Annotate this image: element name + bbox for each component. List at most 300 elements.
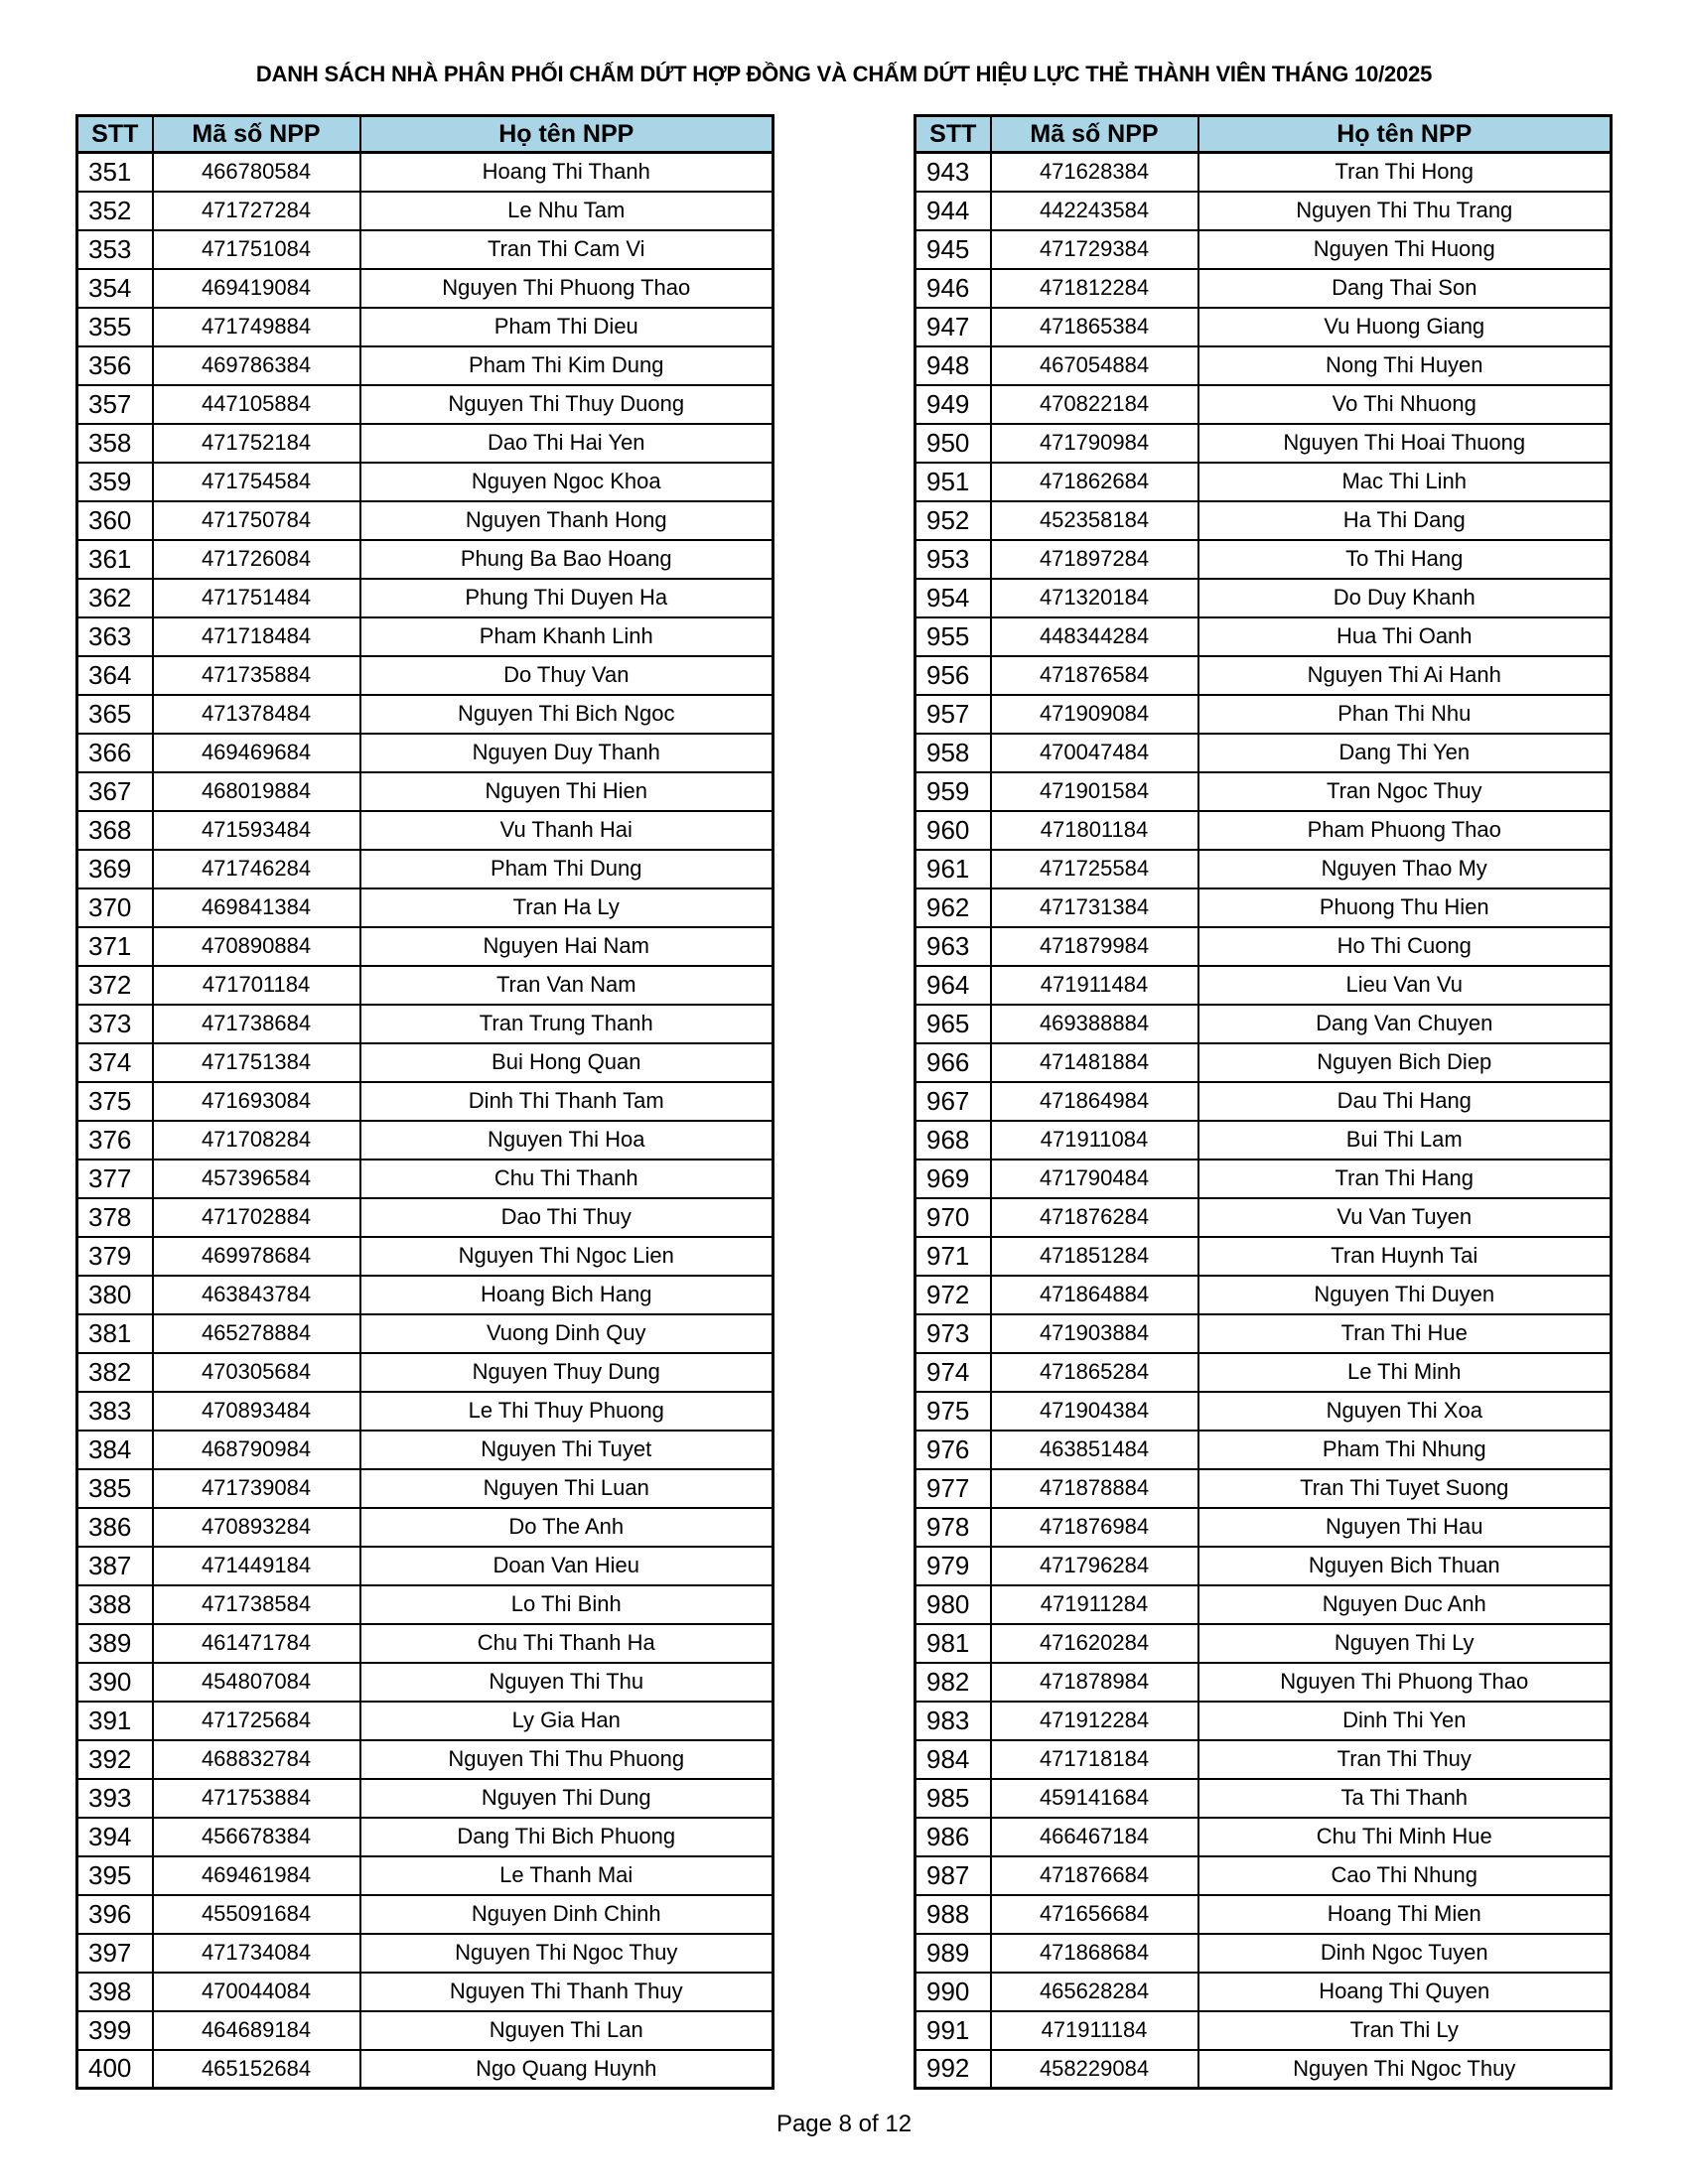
table-row [77, 1160, 774, 1198]
table-row [915, 1856, 1612, 1895]
cell-code: 471449184 [153, 1547, 360, 1585]
cell-name: Dang Van Chuyen [1198, 1005, 1612, 1043]
table-row [915, 1005, 1612, 1043]
cell-name: Hoang Thi Thanh [360, 153, 774, 192]
cell-code: 471790984 [991, 424, 1198, 463]
cell-stt: 372 [77, 966, 153, 1005]
table-row [915, 888, 1612, 927]
cell-stt: 959 [915, 772, 991, 811]
table-row [915, 269, 1612, 308]
cell-name: Nguyen Thi Hau [1198, 1508, 1612, 1547]
table-row [915, 1392, 1612, 1431]
cell-code: 471746284 [153, 850, 360, 888]
cell-name: Hoang Thi Mien [1198, 1895, 1612, 1934]
cell-name: Pham Thi Kim Dung [360, 346, 774, 385]
cell-stt: 960 [915, 811, 991, 850]
table-row [915, 1547, 1612, 1585]
cell-code: 471897284 [991, 540, 1198, 579]
cell-name: To Thi Hang [1198, 540, 1612, 579]
cell-stt: 944 [915, 192, 991, 230]
cell-name: Hua Thi Oanh [1198, 617, 1612, 656]
cell-stt: 391 [77, 1702, 153, 1740]
cell-name: Ly Gia Han [360, 1702, 774, 1740]
cell-name: Nguyen Thi Thu [360, 1663, 774, 1702]
cell-stt: 991 [915, 2011, 991, 2050]
cell-name: Vuong Dinh Quy [360, 1314, 774, 1353]
cell-name: Nguyen Thi Tuyet [360, 1431, 774, 1469]
table-row [915, 1779, 1612, 1818]
cell-code: 471751484 [153, 579, 360, 617]
table-row [915, 192, 1612, 230]
cell-stt: 949 [915, 385, 991, 424]
cell-stt: 967 [915, 1082, 991, 1121]
cell-code: 471628384 [991, 153, 1198, 192]
cell-code: 471909084 [991, 695, 1198, 734]
cell-name: Do Thuy Van [360, 656, 774, 695]
cell-name: Tran Thi Ly [1198, 2011, 1612, 2050]
cell-stt: 357 [77, 385, 153, 424]
table-row [915, 1585, 1612, 1624]
cell-stt: 384 [77, 1431, 153, 1469]
cell-stt: 355 [77, 308, 153, 346]
cell-code: 471878984 [991, 1663, 1198, 1702]
cell-code: 471735884 [153, 656, 360, 695]
table-row [915, 1895, 1612, 1934]
cell-stt: 952 [915, 501, 991, 540]
cell-stt: 964 [915, 966, 991, 1005]
cell-name: Vu Van Tuyen [1198, 1198, 1612, 1237]
cell-code: 468790984 [153, 1431, 360, 1469]
cell-stt: 379 [77, 1237, 153, 1276]
cell-name: Mac Thi Linh [1198, 463, 1612, 501]
column-header-stt: STT [915, 116, 991, 153]
cell-name: Tran Thi Hong [1198, 153, 1612, 192]
table-row [915, 617, 1612, 656]
cell-stt: 947 [915, 308, 991, 346]
cell-code: 471729384 [991, 230, 1198, 269]
table-row [77, 385, 774, 424]
cell-stt: 972 [915, 1276, 991, 1314]
cell-code: 469388884 [991, 1005, 1198, 1043]
cell-code: 471904384 [991, 1392, 1198, 1431]
table-row [77, 656, 774, 695]
cell-name: Nguyen Duc Anh [1198, 1585, 1612, 1624]
cell-stt: 975 [915, 1392, 991, 1431]
cell-code: 471752184 [153, 424, 360, 463]
cell-name: Pham Thi Nhung [1198, 1431, 1612, 1469]
cell-stt: 979 [915, 1547, 991, 1585]
cell-stt: 989 [915, 1934, 991, 1973]
cell-name: Tran Ha Ly [360, 888, 774, 927]
cell-code: 471656684 [991, 1895, 1198, 1934]
table-row [915, 346, 1612, 385]
table-row [77, 850, 774, 888]
cell-name: Dang Thai Son [1198, 269, 1612, 308]
cell-stt: 353 [77, 230, 153, 269]
cell-name: Dinh Thi Yen [1198, 1702, 1612, 1740]
cell-name: Tran Huynh Tai [1198, 1237, 1612, 1276]
cell-stt: 987 [915, 1856, 991, 1895]
cell-stt: 981 [915, 1624, 991, 1663]
cell-name: Nguyen Hai Nam [360, 927, 774, 966]
cell-code: 471378484 [153, 695, 360, 734]
cell-name: Nguyen Thanh Hong [360, 501, 774, 540]
cell-code: 463843784 [153, 1276, 360, 1314]
table-row [77, 1973, 774, 2011]
cell-code: 461471784 [153, 1624, 360, 1663]
table-row [915, 385, 1612, 424]
table-row [915, 1973, 1612, 2011]
cell-name: Vu Huong Giang [1198, 308, 1612, 346]
cell-name: Pham Phuong Thao [1198, 811, 1612, 850]
cell-code: 471718184 [991, 1740, 1198, 1779]
table-row [77, 501, 774, 540]
table-row [77, 1702, 774, 1740]
cell-name: Ta Thi Thanh [1198, 1779, 1612, 1818]
cell-stt: 390 [77, 1663, 153, 1702]
cell-code: 471876284 [991, 1198, 1198, 1237]
table-row [915, 2011, 1612, 2050]
cell-code: 469419084 [153, 269, 360, 308]
cell-name: Nguyen Thi Thanh Thuy [360, 1973, 774, 2011]
table-row [915, 1121, 1612, 1160]
cell-code: 471751384 [153, 1043, 360, 1082]
cell-code: 471725684 [153, 1702, 360, 1740]
cell-code: 471749884 [153, 308, 360, 346]
table-row [915, 1043, 1612, 1082]
cell-stt: 363 [77, 617, 153, 656]
cell-code: 471864984 [991, 1082, 1198, 1121]
cell-stt: 356 [77, 346, 153, 385]
table-row [77, 1431, 774, 1469]
cell-stt: 370 [77, 888, 153, 927]
table-row [77, 1043, 774, 1082]
cell-code: 471727284 [153, 192, 360, 230]
table-row [915, 656, 1612, 695]
cell-name: Le Thanh Mai [360, 1856, 774, 1895]
cell-stt: 400 [77, 2050, 153, 2089]
cell-name: Dang Thi Yen [1198, 734, 1612, 772]
cell-stt: 366 [77, 734, 153, 772]
cell-name: Nguyen Thi Bich Ngoc [360, 695, 774, 734]
table-row [915, 1663, 1612, 1702]
cell-name: Pham Thi Dung [360, 850, 774, 888]
cell-stt: 393 [77, 1779, 153, 1818]
cell-stt: 387 [77, 1547, 153, 1585]
cell-name: Le Thi Thuy Phuong [360, 1392, 774, 1431]
cell-code: 458229084 [991, 2050, 1198, 2089]
cell-name: Nguyen Thi Luan [360, 1469, 774, 1508]
cell-code: 471911084 [991, 1121, 1198, 1160]
cell-code: 470305684 [153, 1353, 360, 1392]
cell-code: 469461984 [153, 1856, 360, 1895]
cell-code: 471879984 [991, 927, 1198, 966]
cell-stt: 369 [77, 850, 153, 888]
cell-code: 471751084 [153, 230, 360, 269]
cell-code: 468019884 [153, 772, 360, 811]
cell-code: 466467184 [991, 1818, 1198, 1856]
table-row [77, 1392, 774, 1431]
table-row [77, 1624, 774, 1663]
table-row [915, 850, 1612, 888]
table-row [77, 579, 774, 617]
cell-name: Nguyen Thuy Dung [360, 1353, 774, 1392]
cell-code: 471878884 [991, 1469, 1198, 1508]
cell-stt: 381 [77, 1314, 153, 1353]
cell-stt: 380 [77, 1276, 153, 1314]
cell-name: Nguyen Thi Phuong Thao [360, 269, 774, 308]
cell-name: Nguyen Ngoc Khoa [360, 463, 774, 501]
table-row [77, 1779, 774, 1818]
table-row [77, 1585, 774, 1624]
cell-stt: 950 [915, 424, 991, 463]
table-row [915, 501, 1612, 540]
cell-stt: 990 [915, 1973, 991, 2011]
cell-code: 471911284 [991, 1585, 1198, 1624]
cell-name: Nguyen Thi Hien [360, 772, 774, 811]
cell-code: 466780584 [153, 153, 360, 192]
table-row [915, 1702, 1612, 1740]
table-row [77, 1895, 774, 1934]
cell-stt: 956 [915, 656, 991, 695]
table-row [915, 308, 1612, 346]
table-row [77, 1237, 774, 1276]
cell-name: Ngo Quang Huynh [360, 2050, 774, 2089]
cell-stt: 383 [77, 1392, 153, 1431]
table-row [915, 966, 1612, 1005]
cell-code: 471701184 [153, 966, 360, 1005]
cell-stt: 948 [915, 346, 991, 385]
table-row [77, 1818, 774, 1856]
cell-stt: 969 [915, 1160, 991, 1198]
cell-stt: 385 [77, 1469, 153, 1508]
cell-name: Phan Thi Nhu [1198, 695, 1612, 734]
cell-code: 465278884 [153, 1314, 360, 1353]
cell-code: 471734084 [153, 1934, 360, 1973]
cell-name: Nguyen Thi Thu Phuong [360, 1740, 774, 1779]
table-row [77, 2050, 774, 2089]
cell-name: Le Thi Minh [1198, 1353, 1612, 1392]
table-row [77, 888, 774, 927]
cell-name: Nguyen Thi Ngoc Thuy [1198, 2050, 1612, 2089]
cell-stt: 971 [915, 1237, 991, 1276]
cell-code: 455091684 [153, 1895, 360, 1934]
cell-name: Nguyen Thi Lan [360, 2011, 774, 2050]
cell-name: Nguyen Thi Ly [1198, 1624, 1612, 1663]
cell-name: Nguyen Bich Diep [1198, 1043, 1612, 1082]
cell-name: Le Nhu Tam [360, 192, 774, 230]
cell-stt: 378 [77, 1198, 153, 1237]
table-row [915, 1431, 1612, 1469]
cell-stt: 388 [77, 1585, 153, 1624]
cell-code: 468832784 [153, 1740, 360, 1779]
cell-code: 471911484 [991, 966, 1198, 1005]
cell-name: Chu Thi Thanh [360, 1160, 774, 1198]
table-row [915, 424, 1612, 463]
cell-code: 469978684 [153, 1237, 360, 1276]
document-title: DANH SÁCH NHÀ PHÂN PHỐI CHẤM DỨT HỢP ĐỒNG VÀ CHẤM DỨT HIỆU LỰC THẺ THÀNH VIÊN THÁNG 10/2025 [255, 62, 1433, 86]
table-row [77, 1121, 774, 1160]
cell-name: Bui Hong Quan [360, 1043, 774, 1082]
cell-name: Vo Thi Nhuong [1198, 385, 1612, 424]
cell-stt: 362 [77, 579, 153, 617]
cell-stt: 983 [915, 1702, 991, 1740]
table-row [77, 1663, 774, 1702]
cell-stt: 377 [77, 1160, 153, 1198]
cell-name: Doan Van Hieu [360, 1547, 774, 1585]
cell-stt: 365 [77, 695, 153, 734]
cell-name: Tran Ngoc Thuy [1198, 772, 1612, 811]
cell-stt: 354 [77, 269, 153, 308]
cell-code: 471708284 [153, 1121, 360, 1160]
cell-code: 471753884 [153, 1779, 360, 1818]
cell-stt: 965 [915, 1005, 991, 1043]
cell-code: 471865384 [991, 308, 1198, 346]
cell-code: 470044084 [153, 1973, 360, 2011]
cell-code: 471864884 [991, 1276, 1198, 1314]
cell-stt: 986 [915, 1818, 991, 1856]
cell-name: Nguyen Bich Thuan [1198, 1547, 1612, 1585]
cell-stt: 976 [915, 1431, 991, 1469]
table-row [915, 463, 1612, 501]
cell-name: Tran Thi Thuy [1198, 1740, 1612, 1779]
table-row [915, 1353, 1612, 1392]
cell-name: Tran Thi Hue [1198, 1314, 1612, 1353]
cell-name: Nguyen Thi Ngoc Lien [360, 1237, 774, 1276]
table-row [915, 1237, 1612, 1276]
cell-code: 471702884 [153, 1198, 360, 1237]
cell-code: 471718484 [153, 617, 360, 656]
cell-stt: 397 [77, 1934, 153, 1973]
cell-name: Nguyen Thi Thuy Duong [360, 385, 774, 424]
cell-code: 470890884 [153, 927, 360, 966]
cell-stt: 984 [915, 1740, 991, 1779]
cell-name: Tran Thi Cam Vi [360, 230, 774, 269]
column-header-code: Mã số NPP [991, 116, 1198, 153]
table-row [77, 153, 774, 192]
cell-code: 452358184 [991, 501, 1198, 540]
cell-code: 471481884 [991, 1043, 1198, 1082]
cell-code: 471851284 [991, 1237, 1198, 1276]
cell-code: 470893284 [153, 1508, 360, 1547]
cell-code: 471725584 [991, 850, 1198, 888]
table-row [915, 1198, 1612, 1237]
cell-code: 471739084 [153, 1469, 360, 1508]
cell-code: 471726084 [153, 540, 360, 579]
cell-code: 471876984 [991, 1508, 1198, 1547]
cell-stt: 368 [77, 811, 153, 850]
table-row [77, 772, 774, 811]
cell-name: Nguyen Thi Phuong Thao [1198, 1663, 1612, 1702]
cell-stt: 386 [77, 1508, 153, 1547]
cell-stt: 371 [77, 927, 153, 966]
table-row [77, 308, 774, 346]
cell-code: 447105884 [153, 385, 360, 424]
cell-code: 454807084 [153, 1663, 360, 1702]
cell-code: 471865284 [991, 1353, 1198, 1392]
cell-stt: 373 [77, 1005, 153, 1043]
cell-stt: 358 [77, 424, 153, 463]
table-row [77, 463, 774, 501]
cell-code: 464689184 [153, 2011, 360, 2050]
cell-code: 456678384 [153, 1818, 360, 1856]
cell-name: Nong Thi Huyen [1198, 346, 1612, 385]
distributor-table-left [75, 114, 774, 2090]
cell-stt: 962 [915, 888, 991, 927]
cell-code: 471693084 [153, 1082, 360, 1121]
cell-name: Dao Thi Thuy [360, 1198, 774, 1237]
table-row [77, 269, 774, 308]
cell-stt: 351 [77, 153, 153, 192]
cell-stt: 394 [77, 1818, 153, 1856]
cell-name: Dang Thi Bich Phuong [360, 1818, 774, 1856]
table-row [915, 1624, 1612, 1663]
cell-stt: 361 [77, 540, 153, 579]
cell-stt: 943 [915, 153, 991, 192]
cell-name: Dinh Thi Thanh Tam [360, 1082, 774, 1121]
table-row [915, 1740, 1612, 1779]
table-row [77, 1314, 774, 1353]
cell-code: 471796284 [991, 1547, 1198, 1585]
cell-name: Dao Thi Hai Yen [360, 424, 774, 463]
cell-code: 471750784 [153, 501, 360, 540]
cell-name: Nguyen Thi Thu Trang [1198, 192, 1612, 230]
table-row [77, 1856, 774, 1895]
table-row [77, 1198, 774, 1237]
cell-name: Tran Van Nam [360, 966, 774, 1005]
cell-stt: 955 [915, 617, 991, 656]
cell-stt: 953 [915, 540, 991, 579]
cell-stt: 966 [915, 1043, 991, 1082]
cell-stt: 977 [915, 1469, 991, 1508]
cell-name: Phung Ba Bao Hoang [360, 540, 774, 579]
cell-code: 465628284 [991, 1973, 1198, 2011]
table-row [77, 1276, 774, 1314]
cell-name: Nguyen Thi Huong [1198, 230, 1612, 269]
cell-code: 471911184 [991, 2011, 1198, 2050]
cell-name: Tran Trung Thanh [360, 1005, 774, 1043]
cell-stt: 982 [915, 1663, 991, 1702]
cell-stt: 968 [915, 1121, 991, 1160]
table-row [915, 1082, 1612, 1121]
table-row [915, 811, 1612, 850]
cell-code: 471903884 [991, 1314, 1198, 1353]
cell-stt: 398 [77, 1973, 153, 2011]
cell-name: Pham Khanh Linh [360, 617, 774, 656]
cell-stt: 360 [77, 501, 153, 540]
distributor-table-right [914, 114, 1613, 2090]
cell-code: 465152684 [153, 2050, 360, 2089]
cell-stt: 374 [77, 1043, 153, 1082]
cell-name: Nguyen Thi Hoai Thuong [1198, 424, 1612, 463]
cell-code: 448344284 [991, 617, 1198, 656]
cell-stt: 399 [77, 2011, 153, 2050]
table-row [77, 2011, 774, 2050]
table-row [915, 695, 1612, 734]
cell-stt: 974 [915, 1353, 991, 1392]
table-row [915, 540, 1612, 579]
cell-code: 470822184 [991, 385, 1198, 424]
cell-name: Phuong Thu Hien [1198, 888, 1612, 927]
table-row [915, 579, 1612, 617]
cell-code: 471801184 [991, 811, 1198, 850]
cell-name: Lo Thi Binh [360, 1585, 774, 1624]
cell-name: Chu Thi Thanh Ha [360, 1624, 774, 1663]
cell-name: Do Duy Khanh [1198, 579, 1612, 617]
cell-code: 459141684 [991, 1779, 1198, 1818]
cell-stt: 951 [915, 463, 991, 501]
table-row [77, 1469, 774, 1508]
